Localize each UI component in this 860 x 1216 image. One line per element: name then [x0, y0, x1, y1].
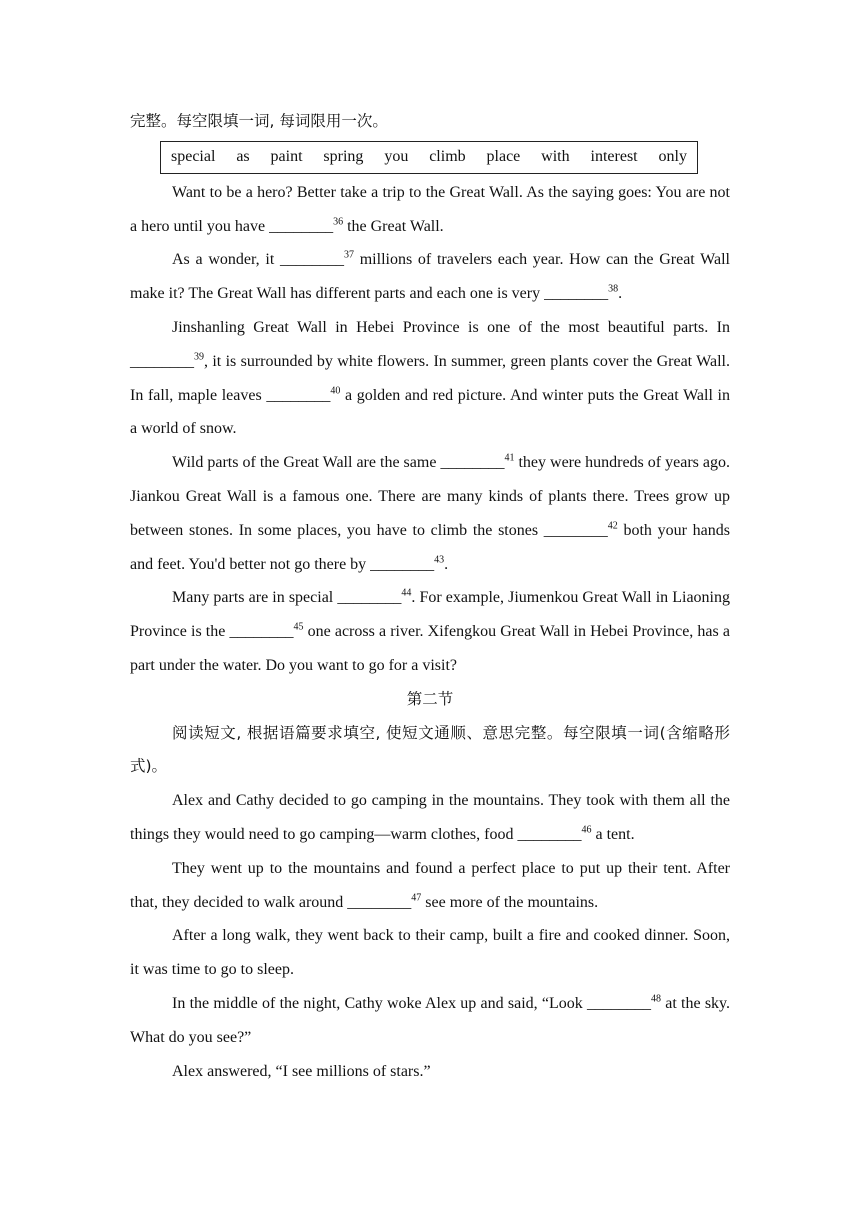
blank-46[interactable]: ________	[517, 825, 582, 843]
word-bank-item: place	[486, 148, 521, 166]
word-bank-item: interest	[590, 148, 638, 166]
paragraph: Wild parts of the Great Wall are the same ________$^{41}$ they were hundreds of years ago. Jiankou Great Wall is a famous one. There are many kinds of plants there. Trees grow up between stones. In some places, you have to climb the stones ________$^{42}$ both your hands and feet. You'd better not go there by ________$^{43}$.	[130, 452, 730, 573]
blank-44[interactable]: ________	[337, 589, 402, 607]
document-content	[130, 105, 730, 1088]
blank-47[interactable]: ________	[347, 893, 412, 911]
blank-43[interactable]: ________	[370, 555, 435, 573]
paragraph: Many parts are in special ________$^{44}$. For example, Jiumenkou Great Wall in Liaoning Province is the ________$^{45}$ one across a river. Xifengkou Great Wall in Hebei Province, has a part under the water. Do you want to go for a visit?	[130, 588, 731, 674]
word-bank-item: with	[541, 148, 570, 166]
paragraph: They went up to the mountains and found a perfect place to put up their tent. After that, they decided to walk around ________$^{47}$ see more of the mountains.	[130, 859, 730, 911]
blank-36[interactable]: ________	[269, 217, 334, 235]
blank-45[interactable]: ________	[229, 623, 294, 641]
paragraph: Alex answered, “I see millions of stars.”	[172, 1062, 431, 1080]
paragraph: Want to be a hero? Better take a trip to the Great Wall. As the saying goes: You are not a hero until you have ________$^{36}$ the Great Wall.	[130, 183, 730, 235]
paragraph: In the middle of the night, Cathy woke Alex up and said, “Look ________$^{48}$ at the sky. What do you see?”	[130, 993, 731, 1046]
word-bank-item: spring	[323, 148, 364, 166]
paragraph: As a wonder, it ________$^{37}$ millions of travelers each year. How can the Great Wall make it? The Great Wall has different parts and each one is very ________$^{38}$.	[130, 250, 730, 303]
blank-38[interactable]: ________	[544, 285, 609, 303]
paragraph: Alex and Cathy decided to go camping in the mountains. They took with them all the things they would need to go camping—warm clothes, food ________$^{46}$ a tent.	[130, 792, 730, 843]
word-bank-box	[160, 141, 698, 174]
word-bank-item: special	[171, 148, 216, 166]
word-bank-item: paint	[270, 148, 303, 166]
word-bank-item: you	[384, 148, 409, 166]
paragraph: Jinshanling Great Wall in Hebei Province is one of the most beautiful parts. In ________$^{39}$, it is surrounded by white flowers. In summer, green plants cover the Great Wall. In fall, maple leaves ________$^{40}$ a golden and red picture. And winter puts the Great Wall in a world of snow.	[130, 318, 730, 438]
blank-42[interactable]: ________	[543, 521, 608, 539]
word-bank-item: only	[658, 148, 687, 166]
paragraph: After a long walk, they went back to their camp, built a fire and cooked dinner. Soon, it was time to go to sleep.	[130, 927, 730, 979]
instruction-line: 完整。每空限填一词, 每词限用一次。	[130, 112, 388, 130]
section-instruction: 阅读短文, 根据语篇要求填空, 使短文通顺、意思完整。每空限填一词(含缩略形式)。	[130, 723, 730, 776]
word-bank-item: climb	[429, 148, 466, 166]
word-bank-item: as	[236, 148, 250, 166]
blank-40[interactable]: ________	[266, 386, 331, 404]
blank-41[interactable]: ________	[440, 454, 505, 472]
blank-48[interactable]: ________	[587, 994, 652, 1012]
blank-37[interactable]: ________	[280, 251, 345, 269]
section-title: 第二节	[406, 689, 454, 708]
blank-39[interactable]: ________	[130, 352, 194, 370]
